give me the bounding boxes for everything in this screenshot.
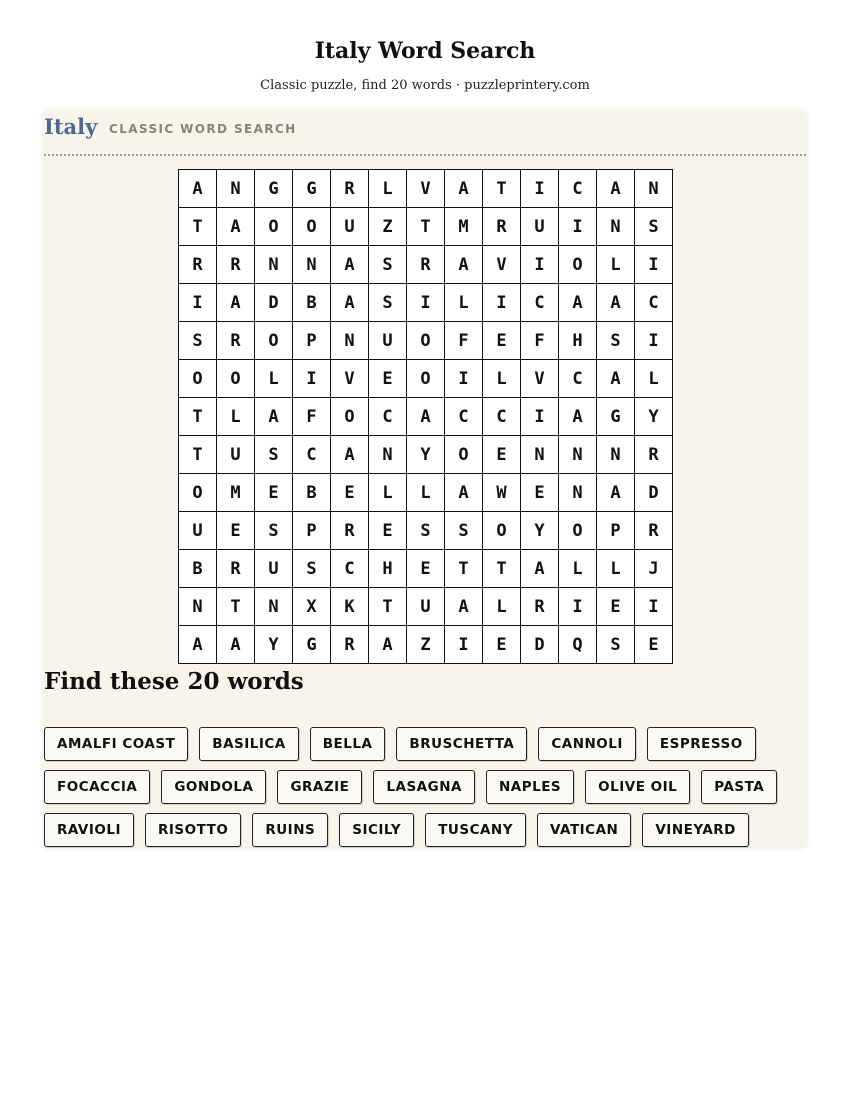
grid-cell[interactable]: P bbox=[293, 322, 331, 360]
word-chip[interactable]: RISOTTO bbox=[145, 813, 241, 847]
grid-cell[interactable]: R bbox=[483, 208, 521, 246]
grid-cell[interactable]: J bbox=[635, 550, 673, 588]
grid-cell[interactable]: E bbox=[521, 474, 559, 512]
grid-cell[interactable]: O bbox=[445, 436, 483, 474]
grid-cell[interactable]: V bbox=[521, 360, 559, 398]
grid-cell[interactable]: T bbox=[483, 170, 521, 208]
grid-cell[interactable]: E bbox=[255, 474, 293, 512]
grid-cell[interactable]: C bbox=[331, 550, 369, 588]
grid-cell[interactable]: L bbox=[597, 246, 635, 284]
puzzle-panel bbox=[44, 110, 806, 847]
grid-cell[interactable]: I bbox=[407, 284, 445, 322]
grid-cell[interactable]: L bbox=[483, 360, 521, 398]
grid-cell[interactable]: T bbox=[445, 550, 483, 588]
grid-cell[interactable]: I bbox=[521, 170, 559, 208]
grid-cell[interactable]: F bbox=[521, 322, 559, 360]
grid-cell[interactable]: F bbox=[445, 322, 483, 360]
grid-cell[interactable]: Z bbox=[369, 208, 407, 246]
grid-cell[interactable]: U bbox=[255, 550, 293, 588]
grid-cell[interactable]: A bbox=[179, 170, 217, 208]
grid-cell[interactable]: X bbox=[293, 588, 331, 626]
grid-cell[interactable]: A bbox=[445, 170, 483, 208]
word-chip[interactable]: OLIVE OIL bbox=[585, 770, 690, 804]
grid-cell[interactable]: L bbox=[445, 284, 483, 322]
panel-header bbox=[44, 110, 806, 156]
word-chip[interactable]: VINEYARD bbox=[642, 813, 749, 847]
grid-cell[interactable]: K bbox=[331, 588, 369, 626]
grid-cell[interactable]: G bbox=[293, 626, 331, 664]
grid-cell[interactable]: N bbox=[597, 436, 635, 474]
word-chip[interactable]: LASAGNA bbox=[373, 770, 475, 804]
grid-cell[interactable]: A bbox=[255, 398, 293, 436]
grid-cell[interactable]: T bbox=[369, 588, 407, 626]
grid-cell[interactable]: O bbox=[293, 208, 331, 246]
grid-cell[interactable]: C bbox=[445, 398, 483, 436]
grid-cell[interactable]: O bbox=[407, 322, 445, 360]
grid-cell[interactable]: Y bbox=[521, 512, 559, 550]
grid-cell[interactable]: E bbox=[483, 322, 521, 360]
grid-cell[interactable]: I bbox=[521, 398, 559, 436]
grid-cell[interactable]: U bbox=[369, 322, 407, 360]
grid-cell[interactable]: N bbox=[255, 588, 293, 626]
grid-cell[interactable]: N bbox=[521, 436, 559, 474]
grid-cell[interactable]: I bbox=[521, 246, 559, 284]
grid-cell[interactable]: I bbox=[635, 322, 673, 360]
grid-cell[interactable]: S bbox=[179, 322, 217, 360]
grid-cell[interactable]: D bbox=[521, 626, 559, 664]
grid-cell[interactable]: R bbox=[217, 246, 255, 284]
word-chip[interactable]: RAVIOLI bbox=[44, 813, 134, 847]
grid-cell[interactable]: U bbox=[407, 588, 445, 626]
grid-cell[interactable]: C bbox=[521, 284, 559, 322]
word-chip[interactable]: ESPRESSO bbox=[647, 727, 756, 761]
grid-cell[interactable]: S bbox=[407, 512, 445, 550]
grid-cell[interactable]: R bbox=[217, 550, 255, 588]
grid-cell[interactable]: E bbox=[369, 512, 407, 550]
grid-cell[interactable]: I bbox=[293, 360, 331, 398]
grid-cell[interactable]: E bbox=[369, 360, 407, 398]
grid-cell[interactable]: L bbox=[559, 550, 597, 588]
grid-cell[interactable]: V bbox=[331, 360, 369, 398]
grid-cell[interactable]: C bbox=[293, 436, 331, 474]
word-chip[interactable]: BRUSCHETTA bbox=[396, 727, 527, 761]
grid-cell[interactable]: C bbox=[635, 284, 673, 322]
grid-cell[interactable]: I bbox=[179, 284, 217, 322]
page-title: Italy Word Search bbox=[314, 38, 536, 64]
grid-cell[interactable]: H bbox=[559, 322, 597, 360]
grid-cell[interactable]: M bbox=[445, 208, 483, 246]
word-chip[interactable]: FOCACCIA bbox=[44, 770, 150, 804]
grid-cell[interactable]: I bbox=[445, 626, 483, 664]
grid-cell[interactable]: E bbox=[483, 436, 521, 474]
grid-cell[interactable]: O bbox=[331, 398, 369, 436]
grid-cell[interactable]: R bbox=[179, 246, 217, 284]
grid-cell[interactable]: E bbox=[331, 474, 369, 512]
grid-cell[interactable]: A bbox=[369, 626, 407, 664]
grid-cell[interactable]: O bbox=[407, 360, 445, 398]
grid-cell[interactable]: E bbox=[597, 588, 635, 626]
grid-cell[interactable]: R bbox=[407, 246, 445, 284]
grid-cell[interactable]: R bbox=[217, 322, 255, 360]
grid-cell[interactable]: N bbox=[369, 436, 407, 474]
grid-cell[interactable]: U bbox=[179, 512, 217, 550]
letter-grid[interactable] bbox=[178, 169, 673, 664]
grid-cell[interactable]: P bbox=[293, 512, 331, 550]
grid-cell[interactable]: N bbox=[331, 322, 369, 360]
grid-cell[interactable]: O bbox=[217, 360, 255, 398]
grid-cell[interactable]: L bbox=[635, 360, 673, 398]
grid-cell[interactable]: D bbox=[255, 284, 293, 322]
grid-cell[interactable]: T bbox=[217, 588, 255, 626]
grid-cell[interactable]: H bbox=[369, 550, 407, 588]
word-chip[interactable]: AMALFI COAST bbox=[44, 727, 188, 761]
grid-cell[interactable]: E bbox=[483, 626, 521, 664]
grid-cell[interactable]: Z bbox=[407, 626, 445, 664]
grid-cell[interactable]: O bbox=[255, 208, 293, 246]
grid-cell[interactable]: A bbox=[445, 246, 483, 284]
grid-cell[interactable]: G bbox=[597, 398, 635, 436]
grid-cell[interactable]: V bbox=[407, 170, 445, 208]
grid-cell[interactable]: O bbox=[179, 360, 217, 398]
grid-cell[interactable]: Y bbox=[407, 436, 445, 474]
grid-cell[interactable]: B bbox=[293, 474, 331, 512]
grid-cell[interactable]: L bbox=[255, 360, 293, 398]
word-chip[interactable]: RUINS bbox=[252, 813, 328, 847]
grid-cell[interactable]: A bbox=[217, 208, 255, 246]
grid-cell[interactable]: T bbox=[483, 550, 521, 588]
grid-cell[interactable]: P bbox=[597, 512, 635, 550]
grid-cell[interactable]: A bbox=[331, 436, 369, 474]
word-chip[interactable]: NAPLES bbox=[486, 770, 574, 804]
grid-cell[interactable]: F bbox=[293, 398, 331, 436]
grid-cell[interactable]: A bbox=[217, 284, 255, 322]
grid-cell[interactable]: N bbox=[255, 246, 293, 284]
grid-cell[interactable]: L bbox=[217, 398, 255, 436]
grid-cell[interactable]: E bbox=[217, 512, 255, 550]
grid-cell[interactable]: N bbox=[217, 170, 255, 208]
grid-cell[interactable]: O bbox=[179, 474, 217, 512]
grid-cell[interactable]: O bbox=[255, 322, 293, 360]
word-chip[interactable]: TUSCANY bbox=[425, 813, 526, 847]
grid-cell[interactable]: D bbox=[635, 474, 673, 512]
grid-cell[interactable]: S bbox=[255, 436, 293, 474]
grid-cell[interactable]: O bbox=[559, 246, 597, 284]
grid-cell[interactable]: W bbox=[483, 474, 521, 512]
grid-cell[interactable]: N bbox=[597, 208, 635, 246]
grid-cell[interactable]: C bbox=[559, 170, 597, 208]
grid-cell[interactable]: I bbox=[635, 588, 673, 626]
grid-cell[interactable]: Y bbox=[635, 398, 673, 436]
grid-cell[interactable]: E bbox=[407, 550, 445, 588]
grid-cell[interactable]: A bbox=[559, 398, 597, 436]
grid-cell[interactable]: A bbox=[331, 284, 369, 322]
grid-cell[interactable]: L bbox=[483, 588, 521, 626]
grid-cell[interactable]: L bbox=[369, 170, 407, 208]
grid-cell[interactable]: U bbox=[331, 208, 369, 246]
grid-cell[interactable]: N bbox=[179, 588, 217, 626]
grid-cell[interactable]: S bbox=[635, 208, 673, 246]
grid-cell[interactable]: N bbox=[635, 170, 673, 208]
grid-cell[interactable]: I bbox=[483, 284, 521, 322]
grid-cell[interactable]: C bbox=[559, 360, 597, 398]
brand-title: Italy bbox=[44, 114, 98, 139]
grid-cell[interactable]: A bbox=[331, 246, 369, 284]
grid-cell[interactable]: B bbox=[179, 550, 217, 588]
word-chip[interactable]: CANNOLI bbox=[538, 727, 636, 761]
word-chip[interactable]: GONDOLA bbox=[161, 770, 266, 804]
grid-cell[interactable]: S bbox=[445, 512, 483, 550]
word-list bbox=[44, 727, 806, 847]
grid-cell[interactable]: I bbox=[559, 208, 597, 246]
grid-cell[interactable]: M bbox=[217, 474, 255, 512]
grid-cell[interactable]: G bbox=[293, 170, 331, 208]
grid-cell[interactable]: R bbox=[635, 436, 673, 474]
grid-cell[interactable]: A bbox=[597, 170, 635, 208]
grid-cell[interactable]: V bbox=[483, 246, 521, 284]
grid-cell[interactable]: A bbox=[407, 398, 445, 436]
word-chip[interactable]: GRAZIE bbox=[277, 770, 362, 804]
grid-cell[interactable]: A bbox=[445, 474, 483, 512]
grid-cell[interactable]: A bbox=[217, 626, 255, 664]
brand-tag: CLASSIC WORD SEARCH bbox=[109, 122, 297, 136]
grid-cell[interactable]: A bbox=[521, 550, 559, 588]
grid-cell[interactable]: T bbox=[179, 208, 217, 246]
grid-cell[interactable]: A bbox=[597, 474, 635, 512]
word-chip[interactable]: BELLA bbox=[310, 727, 386, 761]
grid-cell[interactable]: C bbox=[369, 398, 407, 436]
grid-cell[interactable]: O bbox=[559, 512, 597, 550]
grid-cell[interactable]: S bbox=[597, 322, 635, 360]
grid-cell[interactable]: R bbox=[521, 588, 559, 626]
grid-cell[interactable]: I bbox=[559, 588, 597, 626]
grid-cell[interactable]: R bbox=[331, 170, 369, 208]
word-chip[interactable]: SICILY bbox=[339, 813, 414, 847]
word-chip[interactable]: VATICAN bbox=[537, 813, 631, 847]
grid-cell[interactable]: I bbox=[635, 246, 673, 284]
grid-cell[interactable]: B bbox=[293, 284, 331, 322]
grid-cell[interactable]: L bbox=[597, 550, 635, 588]
grid-cell[interactable]: R bbox=[331, 626, 369, 664]
grid-cell[interactable]: T bbox=[407, 208, 445, 246]
word-list-heading: Find these 20 words bbox=[44, 668, 304, 695]
grid-cell[interactable]: O bbox=[483, 512, 521, 550]
grid-cell[interactable]: S bbox=[369, 246, 407, 284]
grid-cell[interactable]: L bbox=[369, 474, 407, 512]
grid-cell[interactable]: E bbox=[635, 626, 673, 664]
grid-cell[interactable]: N bbox=[293, 246, 331, 284]
grid-cell[interactable]: A bbox=[559, 284, 597, 322]
grid-cell[interactable]: S bbox=[597, 626, 635, 664]
word-chip[interactable]: PASTA bbox=[701, 770, 777, 804]
grid-cell[interactable]: Y bbox=[255, 626, 293, 664]
grid-cell[interactable]: I bbox=[445, 360, 483, 398]
grid-cell[interactable]: S bbox=[293, 550, 331, 588]
word-chip[interactable]: BASILICA bbox=[199, 727, 298, 761]
grid-cell[interactable]: A bbox=[445, 588, 483, 626]
grid-cell[interactable]: T bbox=[179, 398, 217, 436]
grid-cell[interactable]: U bbox=[521, 208, 559, 246]
grid-cell[interactable]: S bbox=[369, 284, 407, 322]
grid-cell[interactable]: L bbox=[407, 474, 445, 512]
page-subtitle: Classic puzzle, find 20 words · puzzleprintery.com bbox=[260, 78, 590, 93]
grid-cell[interactable]: R bbox=[331, 512, 369, 550]
grid-cell[interactable]: Q bbox=[559, 626, 597, 664]
grid-cell[interactable]: G bbox=[255, 170, 293, 208]
grid-cell[interactable]: C bbox=[483, 398, 521, 436]
grid-cell[interactable]: T bbox=[179, 436, 217, 474]
grid-cell[interactable]: U bbox=[217, 436, 255, 474]
grid-cell[interactable]: A bbox=[179, 626, 217, 664]
grid-cell[interactable]: R bbox=[635, 512, 673, 550]
grid-cell[interactable]: N bbox=[559, 474, 597, 512]
grid-cell[interactable]: A bbox=[597, 360, 635, 398]
grid-cell[interactable]: N bbox=[559, 436, 597, 474]
grid-cell[interactable]: A bbox=[597, 284, 635, 322]
grid-cell[interactable]: S bbox=[255, 512, 293, 550]
